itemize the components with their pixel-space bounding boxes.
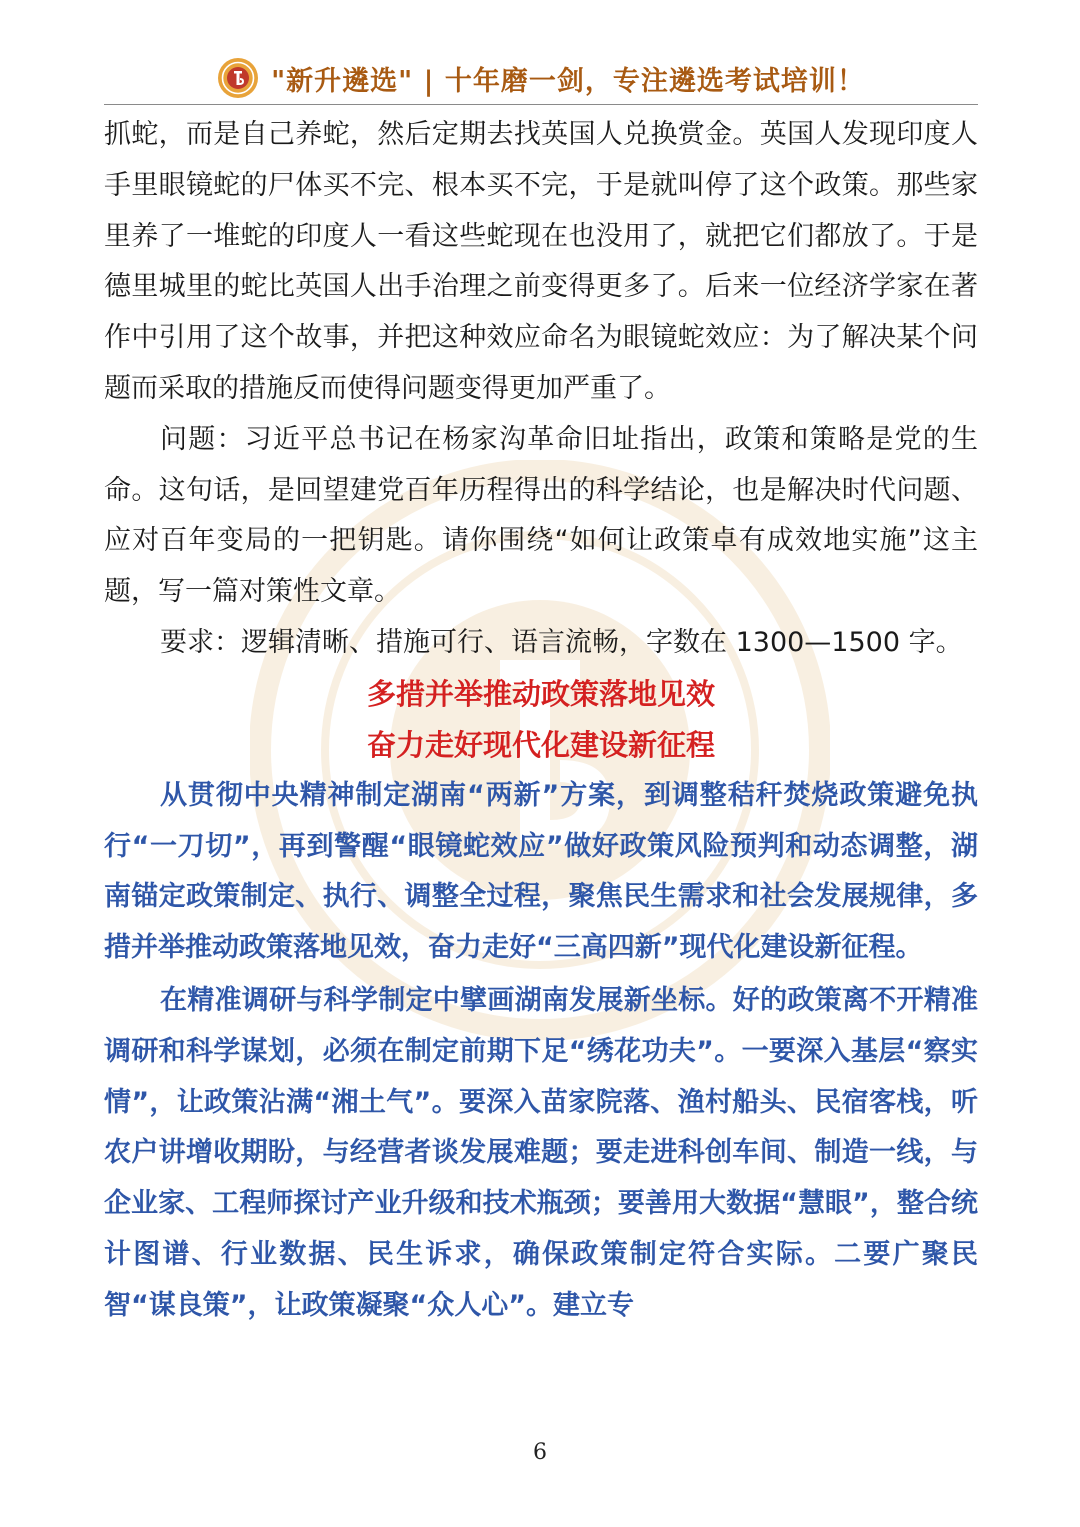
page-header [104,52,978,104]
school-logo-icon [217,57,259,99]
question-paragraph: 问题：习近平总书记在杨家沟革命旧址指出，政策和策略是党的生命。这句话，是回望建党百年历程得出的科学结论，也是解决时代问题、应对百年变局的一把钥匙。请你围绕“如何让政策卓有成效地实施”这主题，写一篇对策性文章。 [104,423,978,608]
essay-title-line-1: 多措并举推动政策落地见效 [366,676,715,711]
header-divider [104,104,978,105]
story-paragraph: 抓蛇，而是自己养蛇，然后定期去找英国人兑换赏金。英国人发现印度人手里眼镜蛇的尸体买不完、根本买不完，于是就叫停了这个政策。那些家里养了一堆蛇的印度人一看这些蛇现在也没用了，就把它们都放了。于是德里城里的蛇比英国人出手治理之前变得更多了。后来一位经济学家在著作中引用了这个故事，并把这种效应命名为眼镜蛇效应：为了解决某个问题而采取的措施反而使得问题变得更加严重了。 [104,119,978,404]
essay-paragraph-2: 在精准调研与科学制定中擘画湖南发展新坐标。好的政策离不开精准调研和科学谋划，必须在制定前期下足“绣花功夫”。一要深入基层“察实情”，让政策沾满“湘土气”。要深入苗家院落、渔村船头、民宿客栈，听农户讲增收期盼，与经营者谈发展难题；要走进科创车间、制造一线，与企业家、工程师探讨产业升级和技术瓶颈；要善用大数据“慧眼”，整合统计图谱、行业数据、民生诉求，确保政策制定符合实际。二要广聚民智“谋良策”，让政策凝聚“众人心”。建立专 [104,984,978,1321]
essay-title [104,669,978,771]
header-slogan: "新升遴选" | 十年磨一剑，专注遴选考试培训！ [271,65,865,97]
document-body [104,110,978,1332]
page-number: 6 [533,1440,547,1465]
essay-paragraph-1: 从贯彻中央精神制定湖南“两新”方案，到调整秸秆焚烧政策避免执行“一刀切”，再到警醒“眼镜蛇效应”做好政策风险预判和动态调整，湖南锚定政策制定、执行、调整全过程，聚焦民生需求和社会发展规律，多措并举推动政策落地见效，奋力走好“三高四新”现代化建设新征程。 [104,779,978,964]
essay-title-line-2: 奋力走好现代化建设新征程 [366,727,715,762]
requirement-paragraph: 要求：逻辑清晰、措施可行、语言流畅，字数在 1300—1500 字。 [160,626,963,658]
